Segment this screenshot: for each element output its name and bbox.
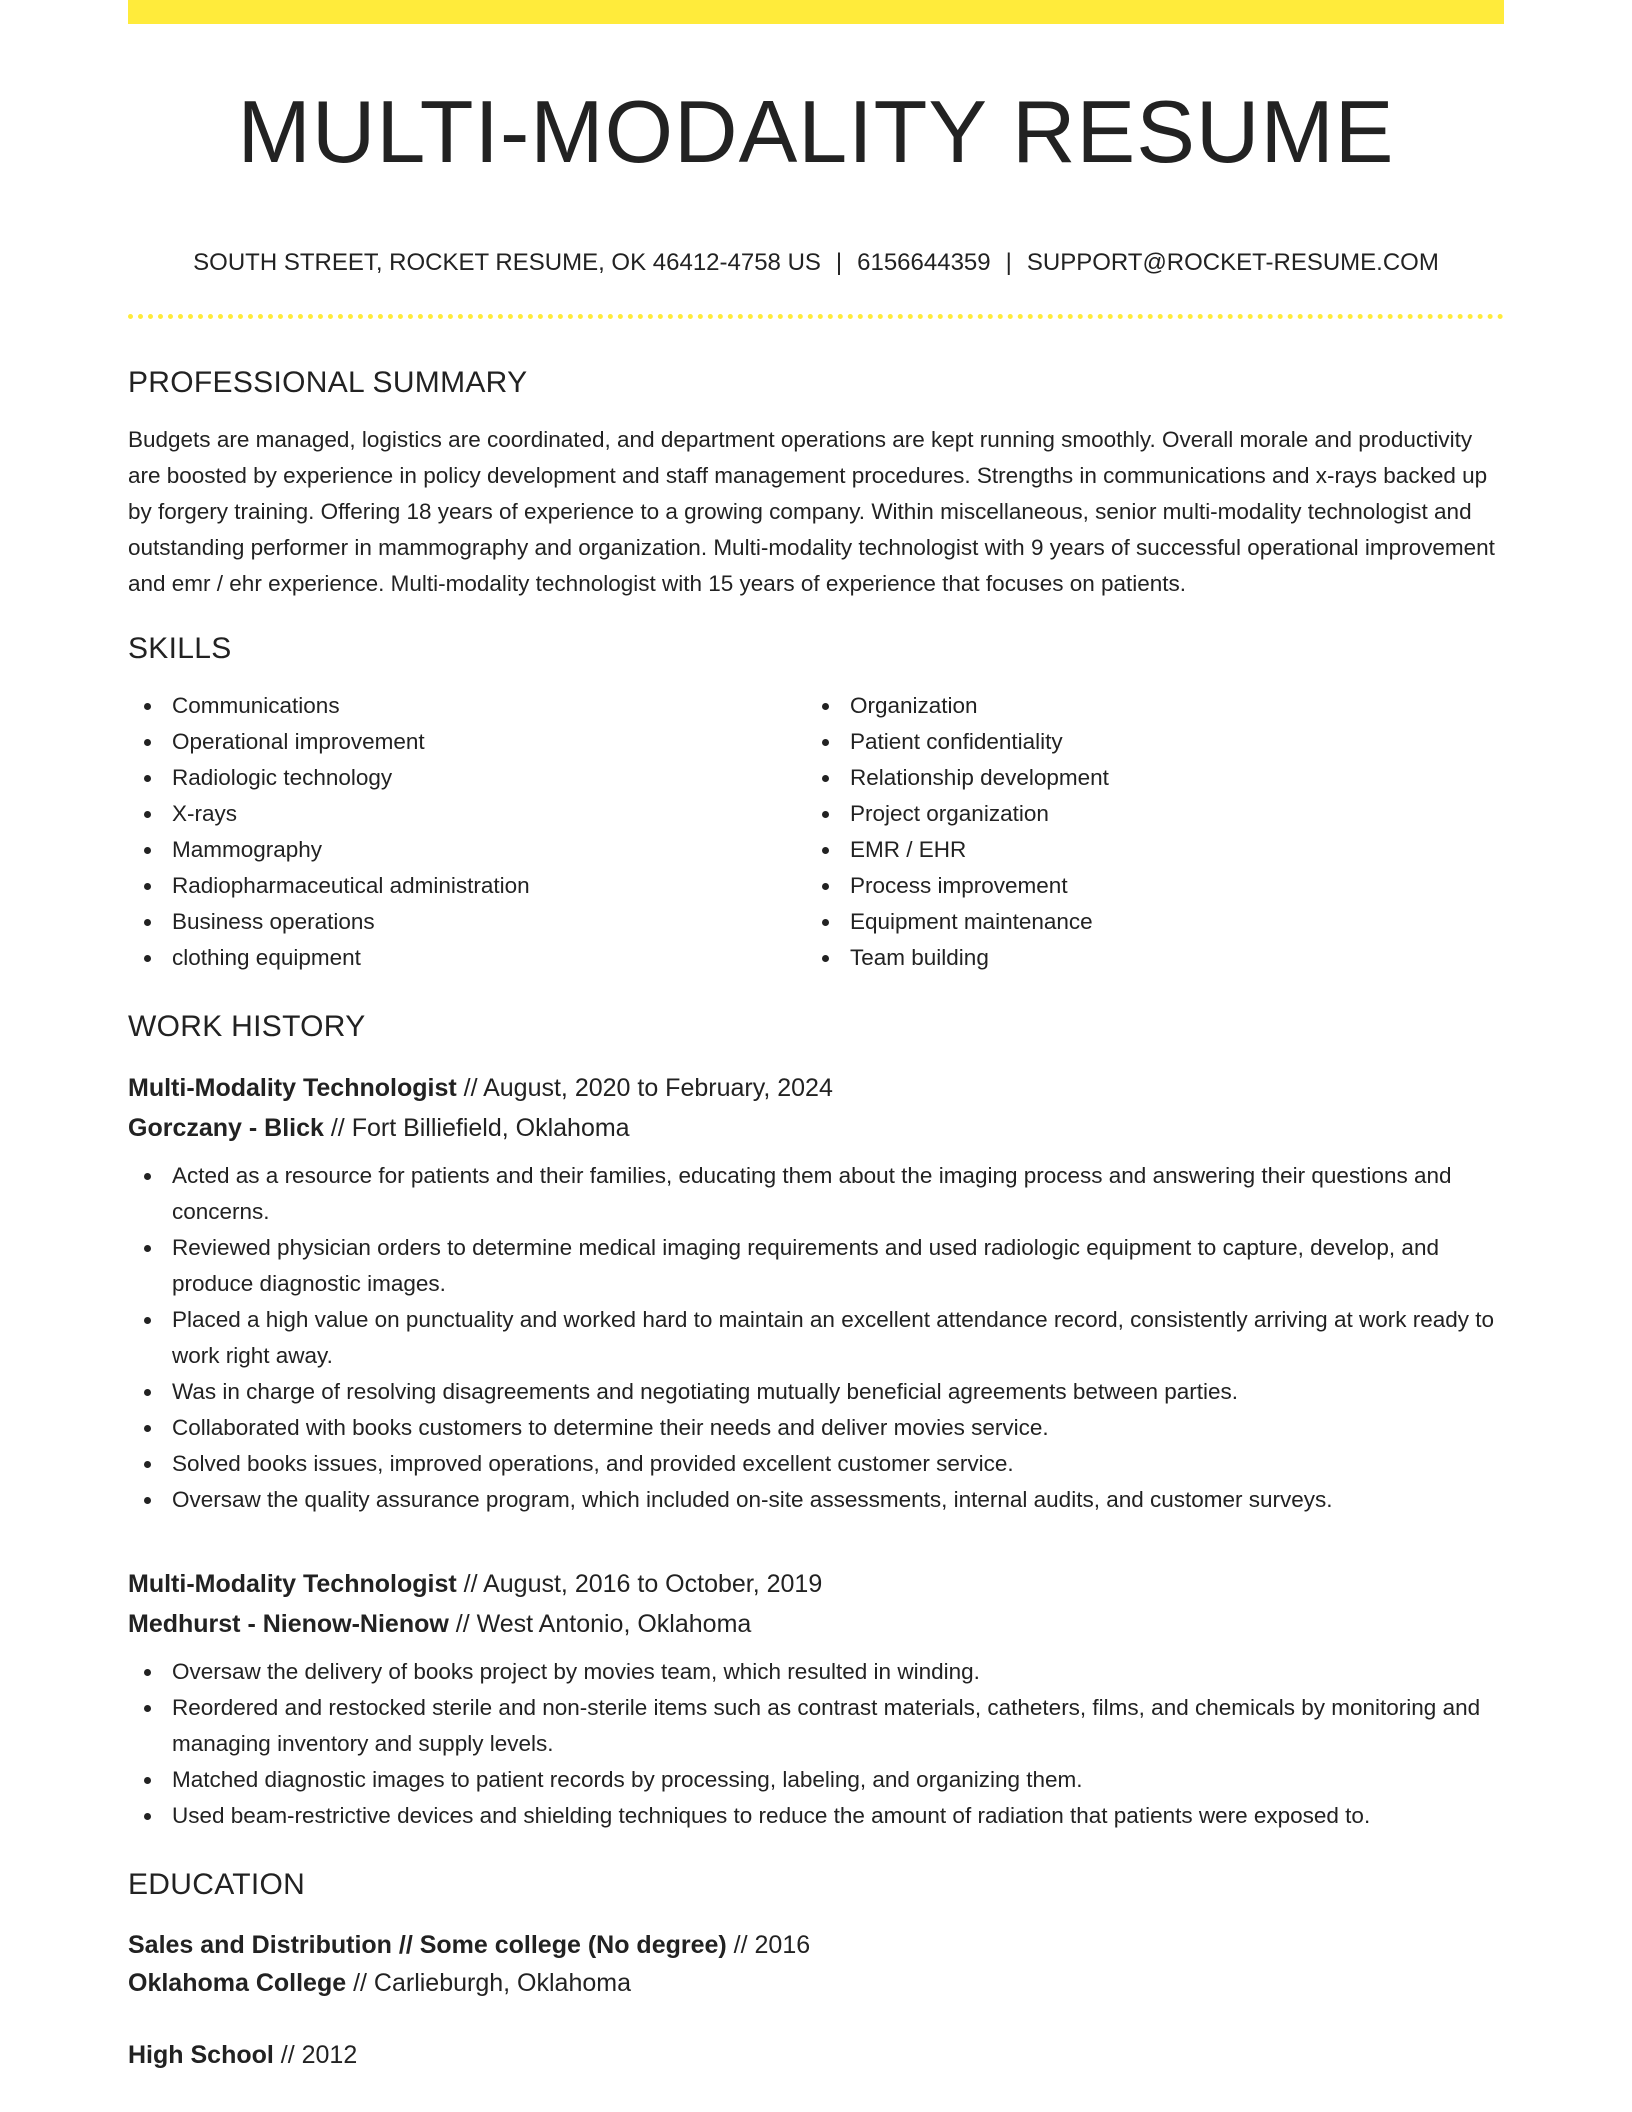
education-school: Oklahoma College xyxy=(128,1969,347,1997)
education-school-line xyxy=(128,1964,1504,2002)
contact-email: SUPPORT@ROCKET-RESUME.COM xyxy=(1026,249,1439,276)
job-entry xyxy=(128,1564,1504,1834)
skill-item: Patient confidentiality xyxy=(806,724,1484,760)
job-location: // West Antonio, Oklahoma xyxy=(448,1610,752,1638)
job-bullet: Was in charge of resolving disagreements and negotiating mutually beneficial agreements between parties. xyxy=(128,1374,1504,1410)
job-location: // Fort Billiefield, Oklahoma xyxy=(323,1114,630,1142)
skill-item: Team building xyxy=(806,940,1484,976)
skill-item: Radiopharmaceutical administration xyxy=(128,868,806,904)
summary-heading: PROFESSIONAL SUMMARY xyxy=(128,366,528,399)
skill-item: Equipment maintenance xyxy=(806,904,1484,940)
job-bullet: Solved books issues, improved operations, and provided excellent customer service. xyxy=(128,1446,1504,1482)
job-dates: // August, 2020 to February, 2024 xyxy=(456,1074,833,1102)
job-bullets xyxy=(128,1158,1504,1518)
job-bullet: Used beam-restrictive devices and shielding techniques to reduce the amount of radiation that patients were exposed to. xyxy=(128,1798,1504,1834)
education-degree-line xyxy=(128,1926,1504,1964)
accent-top-bar xyxy=(128,0,1504,24)
skill-item: Operational improvement xyxy=(128,724,806,760)
education-location: // Carlieburgh, Oklahoma xyxy=(346,1969,631,1997)
skill-item: Radiologic technology xyxy=(128,760,806,796)
job-dates: // August, 2016 to October, 2019 xyxy=(456,1570,823,1598)
job-bullet: Oversaw the quality assurance program, which included on-site assessments, internal audits, and customer surveys. xyxy=(128,1482,1504,1518)
job-title: Multi-Modality Technologist xyxy=(128,1570,457,1598)
education-degree: Sales and Distribution // Some college (No degree) xyxy=(128,1931,727,1959)
contact-address: SOUTH STREET, ROCKET RESUME, OK 46412-4758 US xyxy=(193,249,821,276)
skill-item: Organization xyxy=(806,688,1484,724)
job-company: Medhurst - Nienow-Nienow xyxy=(128,1610,449,1638)
job-bullet: Reviewed physician orders to determine medical imaging requirements and used radiologic equipment to capture, develop, and produce diagnostic images. xyxy=(128,1230,1504,1302)
skills-column-left xyxy=(128,688,806,976)
contact-separator: | xyxy=(835,249,843,276)
education-entry xyxy=(128,2036,1504,2074)
skills-grid xyxy=(128,688,1504,976)
education-degree: High School xyxy=(128,2041,274,2069)
job-bullet: Acted as a resource for patients and their families, educating them about the imaging process and answering their questions and concerns. xyxy=(128,1158,1504,1230)
resume-title: MULTI-MODALITY RESUME xyxy=(237,82,1395,181)
skills-heading: SKILLS xyxy=(128,632,232,665)
job-title: Multi-Modality Technologist xyxy=(128,1074,457,1102)
summary-text: Budgets are managed, logistics are coordinated, and department operations are kept running smoothly. Overall morale and productivity are boosted by experience in policy development and staff management procedures. Strengths in communications and x-rays backed up by forgery training. Offering 18 years of experience to a growing company. Within miscellaneous, senior multi-modality technologist and outstanding performer in mammography and organization. Multi-modality technologist with 9 years of successful operational improvement and emr / ehr experience. Multi-modality technologist with 15 years of experience that focuses on patients. xyxy=(128,427,1495,596)
job-company: Gorczany - Blick xyxy=(128,1114,324,1142)
resume-page xyxy=(128,0,1504,2074)
job-company-line xyxy=(128,1108,1504,1148)
education-degree-line xyxy=(128,2036,1504,2074)
education-heading: EDUCATION xyxy=(128,1868,306,1901)
job-bullet: Reordered and restocked sterile and non-sterile items such as contrast materials, catheters, films, and chemicals by monitoring and managing inventory and supply levels. xyxy=(128,1690,1504,1762)
job-bullet: Matched diagnostic images to patient records by processing, labeling, and organizing them. xyxy=(128,1762,1504,1798)
contact-phone: 6156644359 xyxy=(857,249,991,276)
job-bullets xyxy=(128,1654,1504,1834)
education-entry xyxy=(128,1926,1504,2002)
education-year: // 2016 xyxy=(726,1931,811,1959)
skill-item: X-rays xyxy=(128,796,806,832)
job-bullet: Collaborated with books customers to determine their needs and deliver movies service. xyxy=(128,1410,1504,1446)
skill-item: Process improvement xyxy=(806,868,1484,904)
contact-line xyxy=(128,248,1504,278)
contact-separator: | xyxy=(1005,249,1012,276)
skill-item: clothing equipment xyxy=(128,940,806,976)
skill-item: Communications xyxy=(128,688,806,724)
skill-item: Business operations xyxy=(128,904,806,940)
job-title-line xyxy=(128,1068,1504,1108)
header-divider xyxy=(128,314,1504,319)
education-year: // 2012 xyxy=(273,2041,358,2069)
job-bullet: Oversaw the delivery of books project by movies team, which resulted in winding. xyxy=(128,1654,1504,1690)
skills-column-right xyxy=(806,688,1484,976)
job-title-line xyxy=(128,1564,1504,1604)
skill-item: EMR / EHR xyxy=(806,832,1484,868)
skill-item: Project organization xyxy=(806,796,1484,832)
skill-item: Relationship development xyxy=(806,760,1484,796)
job-entry xyxy=(128,1068,1504,1518)
skill-item: Mammography xyxy=(128,832,806,868)
job-bullet: Placed a high value on punctuality and worked hard to maintain an excellent attendance record, consistently arriving at work ready to work right away. xyxy=(128,1302,1504,1374)
work-history-heading: WORK HISTORY xyxy=(128,1010,366,1043)
job-company-line xyxy=(128,1604,1504,1644)
